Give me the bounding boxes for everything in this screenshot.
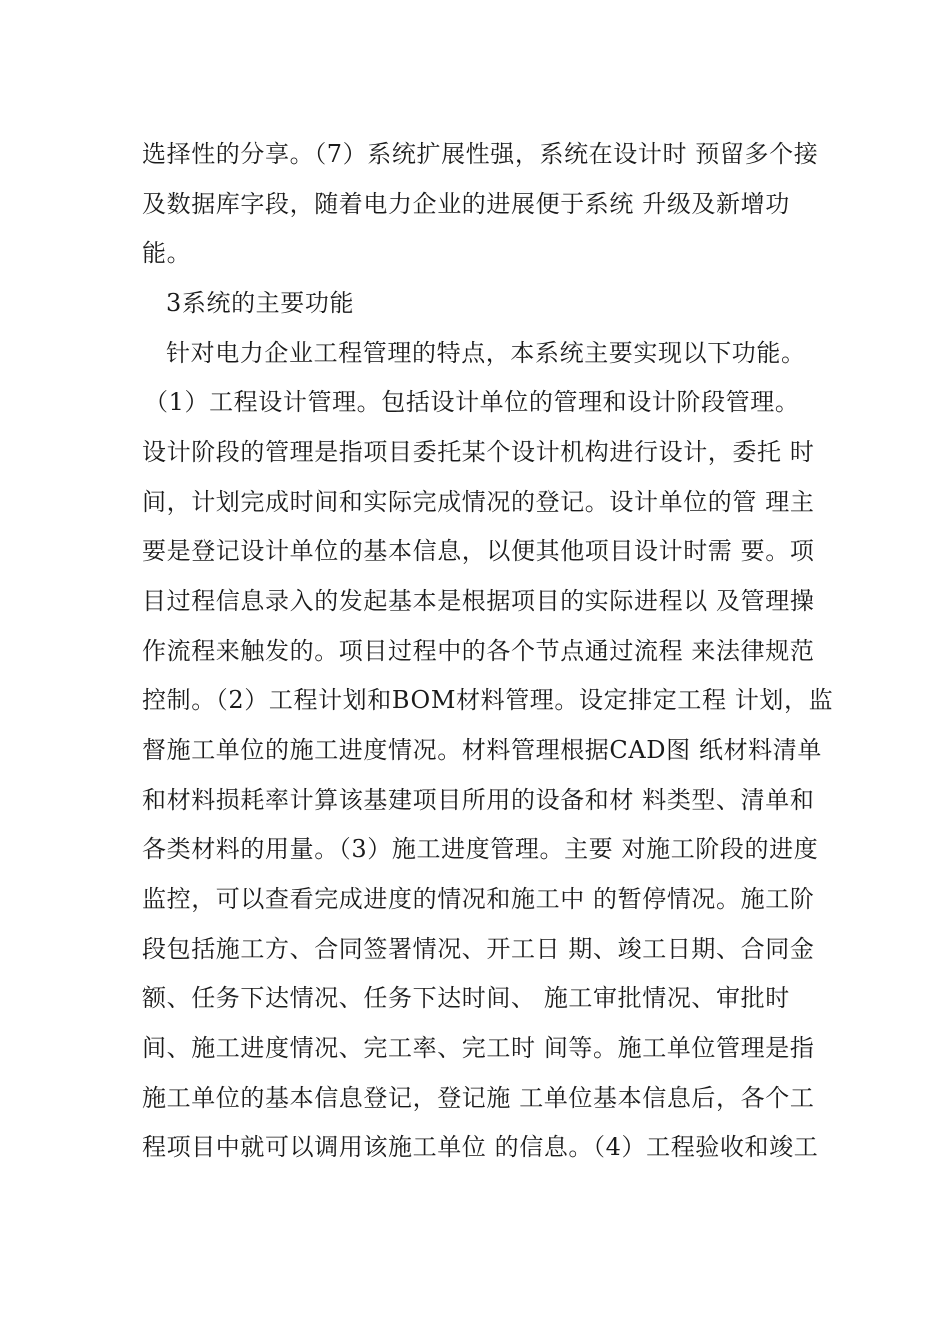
text-line: 间、施工进度情况、完工率、完工时 间等。施工单位管理是指	[142, 1034, 815, 1062]
text-line: 程项目中就可以调用该施工单位 的信息。（4）工程验收和竣工	[142, 1133, 819, 1161]
text-line: 督施工单位的施工进度情况。材料管理根据CAD图 纸材料清单	[142, 736, 822, 764]
text-line: 各类材料的用量。（3）施工进度管理。主要 对施工阶段的进度	[142, 835, 819, 863]
text-line: 设计阶段的管理是指项目委托某个设计机构进行设计，委托 时	[142, 438, 815, 466]
text-line: 间，计划完成时间和实际完成情况的登记。设计单位的管 理主	[142, 488, 815, 516]
text-line: 针对电力企业工程管理的特点，本系统主要实现以下功能。	[166, 339, 806, 367]
text-line: 能。	[142, 239, 192, 267]
text-line: 监控，可以查看完成进度的情况和施工中 的暂停情况。施工阶	[142, 885, 815, 913]
text-line: 及数据库字段，随着电力企业的进展便于系统 升级及新增功	[142, 190, 790, 218]
text-line: 控制。（2）工程计划和BOM材料管理。设定排定工程 计划，监	[142, 686, 834, 714]
text-line: 要是登记设计单位的基本信息，以便其他项目设计时需 要。项	[142, 537, 815, 565]
text-line: （1）工程设计管理。包括设计单位的管理和设计阶段管理。	[144, 388, 800, 416]
text-line: 施工单位的基本信息登记，登记施 工单位基本信息后，各个工	[142, 1084, 815, 1112]
text-line: 目过程信息录入的发起基本是根据项目的实际进程以 及管理操	[142, 587, 815, 615]
text-line: 作流程来触发的。项目过程中的各个节点通过流程 来法律规范	[142, 637, 815, 665]
text-line: 和材料损耗率计算该基建项目所用的设备和材 料类型、清单和	[142, 786, 815, 814]
text-line: 段包括施工方、合同签署情况、开工日 期、竣工日期、合同金	[142, 935, 815, 963]
section-heading: 3系统的主要功能	[166, 289, 355, 317]
text-line: 额、任务下达情况、任务下达时间、 施工审批情况、审批时	[142, 984, 790, 1012]
text-line: 选择性的分享。（7）系统扩展性强，系统在设计时 预留多个接	[142, 140, 819, 168]
